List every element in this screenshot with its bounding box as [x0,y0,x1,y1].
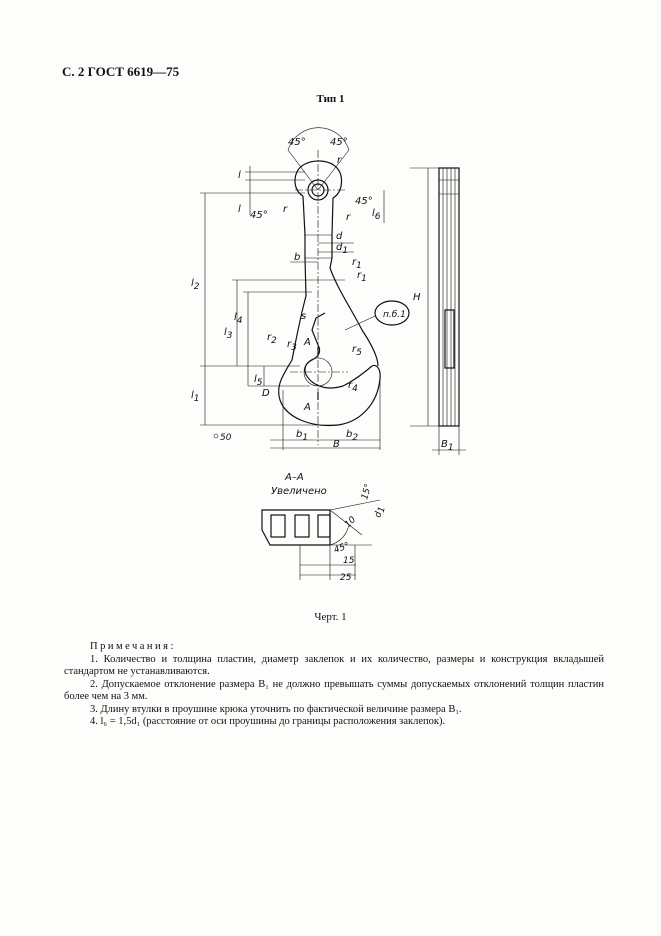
section-dim-10: 10 [343,514,359,531]
dim-d: d [336,231,343,242]
section-angle-15: 15° [360,482,375,501]
radius-r1-upper: r1 [352,257,362,271]
dim-l-top: l [238,170,241,181]
dim-B1: B1 [441,439,454,453]
radius-r3: r3 [287,339,297,353]
angle-45-lower-left: 45° [250,210,268,221]
figure-caption: Черт. 1 [314,611,347,623]
angle-45-left: 45° [288,137,306,148]
dim-B: B [333,439,340,450]
dim-l1: l1 [191,390,200,404]
note-item: 2. Допускаемое отклонение размера B₁ не должно превышать суммы допускаемых отклонений толщин пластин более чем на 3 мм. [64,678,604,702]
section-mark-a-bottom: A [304,402,311,413]
angle-45-lower-right: 45° [355,196,373,207]
callout-label: п.б.1 [383,310,406,320]
radius-r-right: r [346,212,351,223]
section-dim-15: 15 [343,556,355,566]
notes-block [64,641,604,729]
dim-b1: b1 [296,429,309,443]
radius-r5: r5 [352,344,362,358]
side-view [410,168,466,455]
section-dim-d1: d1 [373,505,388,519]
page-header: С. 2 ГОСТ 6619—75 [62,64,180,79]
dim-b: b [294,252,301,263]
section-angle-45: 45° [332,540,352,556]
radius-r-left: r [283,204,288,215]
radius-r4: r4 [348,380,358,394]
dim-s: s [301,311,307,322]
dim-l3: l3 [224,327,233,341]
dim-l4: l4 [234,312,243,326]
dimension-lines [200,128,384,450]
dim-l-mid: l [238,204,241,215]
svg-text:50: 50 [220,433,232,443]
section-dim-25: 25 [340,573,352,583]
note-item: 1. Количество и толщина пластин, диаметр заклепок и их количество, размеры и конструкция вкладышей стандартом не устанавливаются. [64,653,604,677]
dim-b2: b2 [346,429,359,443]
dim-D: D [262,388,270,399]
radius-r-top: r [337,155,342,166]
notes-title: Примечания: [90,641,176,652]
dim-H: H [413,292,421,303]
radius-r2: r2 [267,332,277,346]
section-subtitle: Увеличено [271,486,327,497]
dim-l6: l6 [372,208,381,222]
section-aa [262,500,380,580]
angle-45-right: 45° [330,137,348,148]
note-item: 4. l₆ = 1,5d₁ (расстояние от оси проушины до границы расположения заклепок). [90,716,446,727]
dim-l2: l2 [191,278,200,292]
dim-d1: d1 [336,242,349,256]
note-item: 3. Длину втулки в проушине крюка уточнить по фактической величине размера B₁. [90,703,462,715]
section-mark-a-top: A [304,337,311,348]
section-title: А–А [285,472,304,483]
type-title: Тип 1 [316,93,345,105]
radius-r1-lower: r1 [357,270,367,284]
dim-l5: l5 [254,374,263,388]
roughness-symbol [214,433,232,443]
